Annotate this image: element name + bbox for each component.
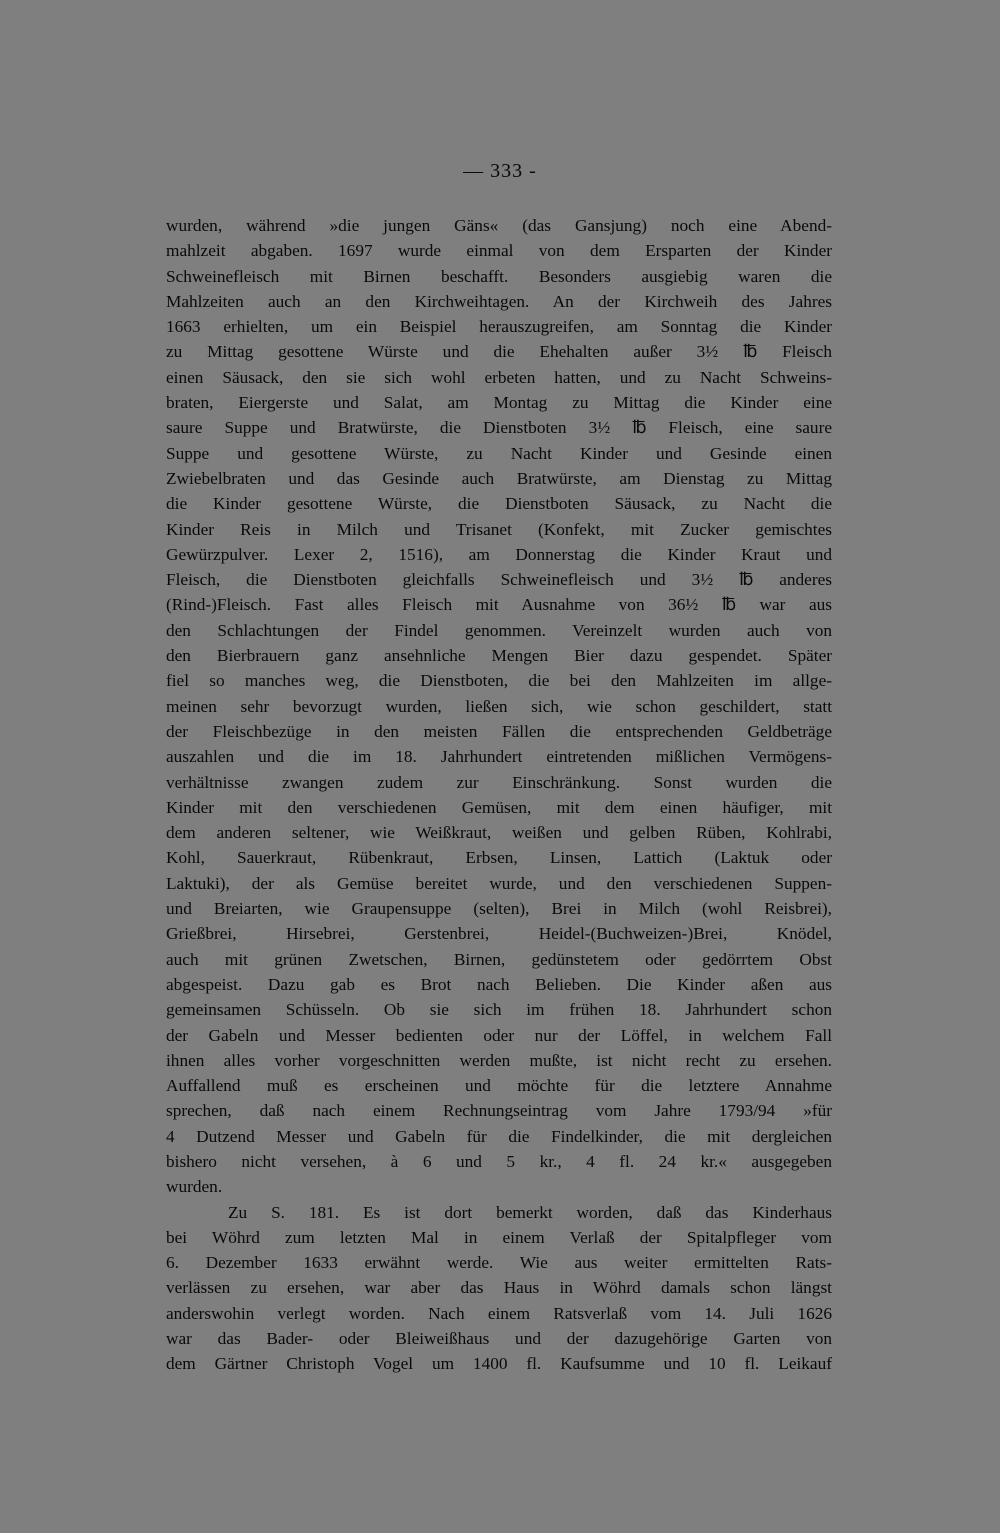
body-text bbox=[166, 213, 832, 1377]
text-line: Kinder mit den verschiedenen Gemüsen, mit dem einen häufiger, mit bbox=[166, 797, 832, 817]
text-line: Suppe und gesottene Würste, zu Nacht Kinder und Gesinde einen bbox=[166, 443, 832, 463]
text-line: Grießbrei, Hirsebrei, Gerstenbrei, Heidel-(Buchweizen-)Brei, Knödel, bbox=[166, 924, 832, 944]
text-line: verlässen zu ersehen, war aber das Haus in Wöhrd damals schon längst bbox=[166, 1278, 832, 1298]
text-line: auszahlen und die im 18. Jahrhundert eintretenden mißlichen Vermögens- bbox=[166, 747, 832, 767]
text-line: meinen sehr bevorzugt wurden, ließen sich, wie schon geschildert, statt bbox=[166, 696, 832, 716]
text-line: (Rind-)Fleisch. Fast alles Fleisch mit Ausnahme von 36½ ℔ war aus bbox=[166, 595, 832, 615]
text-line: saure Suppe und Bratwürste, die Dienstboten 3½ ℔ Fleisch, eine saure bbox=[166, 418, 832, 438]
text-line: und Breiarten, wie Graupensuppe (selten), Brei in Milch (wohl Reisbrei), bbox=[166, 899, 832, 919]
text-line: Gewürzpulver. Lexer 2, 1516), am Donnerstag die Kinder Kraut und bbox=[166, 544, 832, 564]
text-line: fiel so manches weg, die Dienstboten, die bei den Mahlzeiten im allge- bbox=[166, 671, 832, 691]
text-line: Mahlzeiten auch an den Kirchweihtagen. An der Kirchweih des Jahres bbox=[166, 291, 832, 311]
text-line: Fleisch, die Dienstboten gleichfalls Schweinefleisch und 3½ ℔ anderes bbox=[166, 570, 832, 590]
text-line: 1663 erhielten, um ein Beispiel herauszugreifen, am Sonntag die Kinder bbox=[166, 317, 832, 337]
text-line: den Bierbrauern ganz ansehnliche Mengen Bier dazu gespendet. Später bbox=[166, 646, 832, 666]
text-line: 4 Dutzend Messer und Gabeln für die Findelkinder, die mit dergleichen bbox=[166, 1126, 832, 1146]
text-line: der Gabeln und Messer bedienten oder nur der Löffel, in welchem Fall bbox=[166, 1025, 832, 1045]
text-line: war das Bader- oder Bleiweißhaus und der dazugehörige Garten von bbox=[166, 1329, 832, 1349]
text-line: braten, Eiergerste und Salat, am Montag zu Mittag die Kinder eine bbox=[166, 393, 832, 413]
text-line: mahlzeit abgaben. 1697 wurde einmal von dem Ersparten der Kinder bbox=[166, 241, 832, 261]
text-line: anderswohin verlegt worden. Nach einem Ratsverlaß vom 14. Juli 1626 bbox=[166, 1303, 832, 1323]
text-line: sprechen, daß nach einem Rechnungseintrag vom Jahre 1793/94 »für bbox=[166, 1101, 832, 1121]
text-line: Schweinefleisch mit Birnen beschafft. Besonders ausgiebig waren die bbox=[166, 266, 832, 286]
text-line: abgespeist. Dazu gab es Brot nach Belieben. Die Kinder aßen aus bbox=[166, 974, 832, 994]
text-line: Zwiebelbraten und das Gesinde auch Bratwürste, am Dienstag zu Mittag bbox=[166, 468, 832, 488]
text-line: ihnen alles vorher vorgeschnitten werden mußte, ist nicht recht zu ersehen. bbox=[166, 1050, 832, 1070]
page-number: — 333 - bbox=[463, 160, 537, 182]
text-line: Auffallend muß es erscheinen und möchte für die letztere Annahme bbox=[166, 1076, 832, 1096]
text-line: 6. Dezember 1633 erwähnt werde. Wie aus weiter ermittelten Rats- bbox=[166, 1253, 832, 1273]
text-line: bei Wöhrd zum letzten Mal in einem Verlaß der Spitalpfleger vom bbox=[166, 1227, 832, 1247]
text-line: wurden. bbox=[166, 1177, 223, 1197]
text-line: zu Mittag gesottene Würste und die Ehehalten außer 3½ ℔ Fleisch bbox=[166, 342, 832, 362]
text-line: wurden, während »die jungen Gäns« (das Gansjung) noch eine Abend- bbox=[166, 216, 832, 235]
text-line: der Fleischbezüge in den meisten Fällen die entsprechenden Geldbeträge bbox=[166, 721, 832, 741]
text-line: Zu S. 181. Es ist dort bemerkt worden, daß das Kinderhaus bbox=[228, 1202, 832, 1222]
text-line: auch mit grünen Zwetschen, Birnen, gedünstetem oder gedörrtem Obst bbox=[166, 949, 832, 969]
text-line: einen Säusack, den sie sich wohl erbeten hatten, und zu Nacht Schweins- bbox=[166, 367, 832, 387]
text-line: verhältnisse zwangen zudem zur Einschränkung. Sonst wurden die bbox=[166, 772, 832, 792]
text-line: gemeinsamen Schüsseln. Ob sie sich im frühen 18. Jahrhundert schon bbox=[166, 1000, 832, 1020]
text-line: die Kinder gesottene Würste, die Dienstboten Säusack, zu Nacht die bbox=[166, 494, 832, 514]
text-line: dem Gärtner Christoph Vogel um 1400 fl. Kaufsumme und 10 fl. Leikauf bbox=[166, 1354, 832, 1374]
text-line: dem anderen seltener, wie Weißkraut, weißen und gelben Rüben, Kohlrabi, bbox=[166, 823, 832, 843]
text-line: Kinder Reis in Milch und Trisanet (Konfekt, mit Zucker gemischtes bbox=[166, 519, 832, 539]
text-line: Kohl, Sauerkraut, Rübenkraut, Erbsen, Linsen, Lattich (Laktuk oder bbox=[166, 848, 832, 868]
text-line: den Schlachtungen der Findel genommen. Vereinzelt wurden auch von bbox=[166, 620, 832, 640]
text-line: Laktuki), der als Gemüse bereitet wurde, und den verschiedenen Suppen- bbox=[166, 873, 832, 893]
text-line: bishero nicht versehen, à 6 und 5 kr., 4 fl. 24 kr.« ausgegeben bbox=[166, 1151, 832, 1171]
